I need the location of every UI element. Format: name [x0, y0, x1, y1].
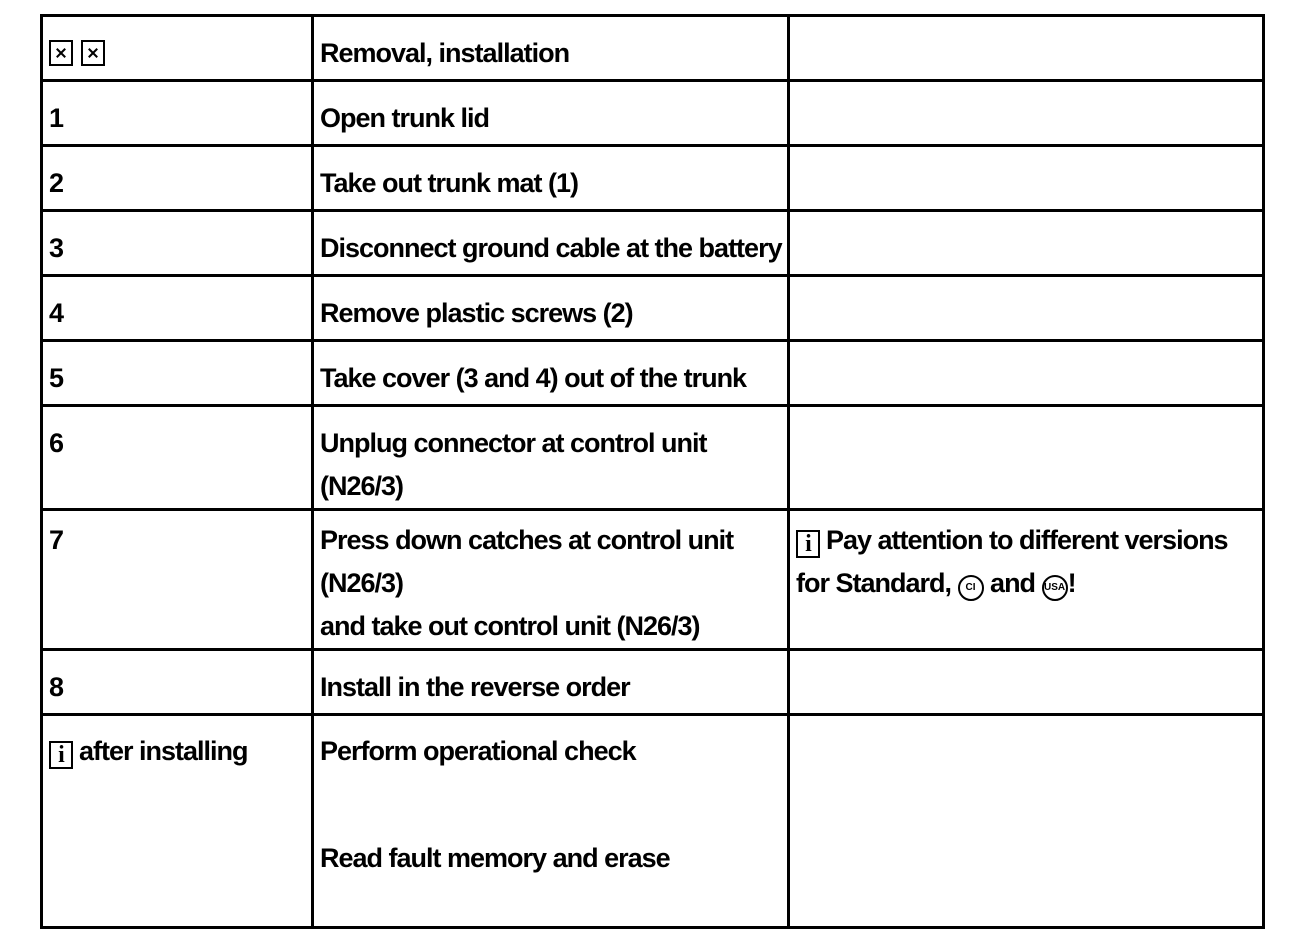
- step-text: Remove plastic screws (2): [320, 298, 633, 328]
- note-prefix: for Standard,: [796, 568, 952, 598]
- table-row: [42, 715, 1264, 928]
- table-row: [42, 341, 1264, 406]
- after-step-line2: Read fault memory and erase: [320, 843, 670, 873]
- header-title: Removal, installation: [320, 38, 570, 68]
- step-number: 2: [49, 168, 64, 198]
- step-note: [789, 211, 1264, 276]
- step-number: 8: [49, 672, 64, 702]
- note-suffix: !: [1067, 568, 1076, 598]
- step-number: 5: [49, 363, 64, 393]
- step-number: 4: [49, 298, 64, 328]
- table-row: [42, 81, 1264, 146]
- step-number: 1: [49, 103, 64, 133]
- step-text: Take out trunk mat (1): [320, 168, 579, 198]
- step-note: [789, 510, 1264, 650]
- step-text-line1: Press down catches at control unit (N26/3): [320, 525, 734, 598]
- step-note: [789, 81, 1264, 146]
- step-note: [789, 341, 1264, 406]
- step-note: [789, 650, 1264, 715]
- usa-badge-icon: USA: [1042, 575, 1068, 601]
- note-and: and: [990, 568, 1036, 598]
- table-row: [42, 146, 1264, 211]
- step-note: [789, 276, 1264, 341]
- header-row: [42, 16, 1264, 81]
- table-row: [42, 406, 1264, 510]
- procedure-sheet: [40, 14, 1262, 929]
- step-number: 7: [49, 525, 64, 555]
- table-row: [42, 211, 1264, 276]
- header-icons-cell: [42, 16, 313, 81]
- table-row: [42, 510, 1264, 650]
- table-row: [42, 276, 1264, 341]
- step-text: Install in the reverse order: [320, 672, 630, 702]
- step-text: Open trunk lid: [320, 103, 490, 133]
- step-text: Take cover (3 and 4) out of the trunk: [320, 363, 747, 393]
- tool-icon: [81, 40, 105, 66]
- step-text: Disconnect ground cable at the battery: [320, 233, 782, 263]
- info-icon: i: [49, 741, 73, 769]
- step-text: Unplug connector at control unit (N26/3): [320, 428, 707, 501]
- procedure-table: [40, 14, 1265, 929]
- table-row: [42, 650, 1264, 715]
- step-note: [789, 146, 1264, 211]
- header-title-cell: [313, 16, 789, 81]
- tool-icon: [49, 40, 73, 66]
- step-note: [789, 406, 1264, 510]
- after-step-line1: Perform operational check: [320, 736, 636, 766]
- note-line1: Pay attention to different versions: [826, 525, 1228, 555]
- step-number: 6: [49, 428, 64, 458]
- header-note-cell: [789, 16, 1264, 81]
- after-installing-label: after installing: [79, 736, 248, 766]
- ci-badge-icon: CI: [958, 575, 984, 601]
- step-text-line2: and take out control unit (N26/3): [320, 611, 700, 641]
- step-note: [789, 715, 1264, 928]
- info-icon: i: [796, 530, 820, 558]
- step-number: 3: [49, 233, 64, 263]
